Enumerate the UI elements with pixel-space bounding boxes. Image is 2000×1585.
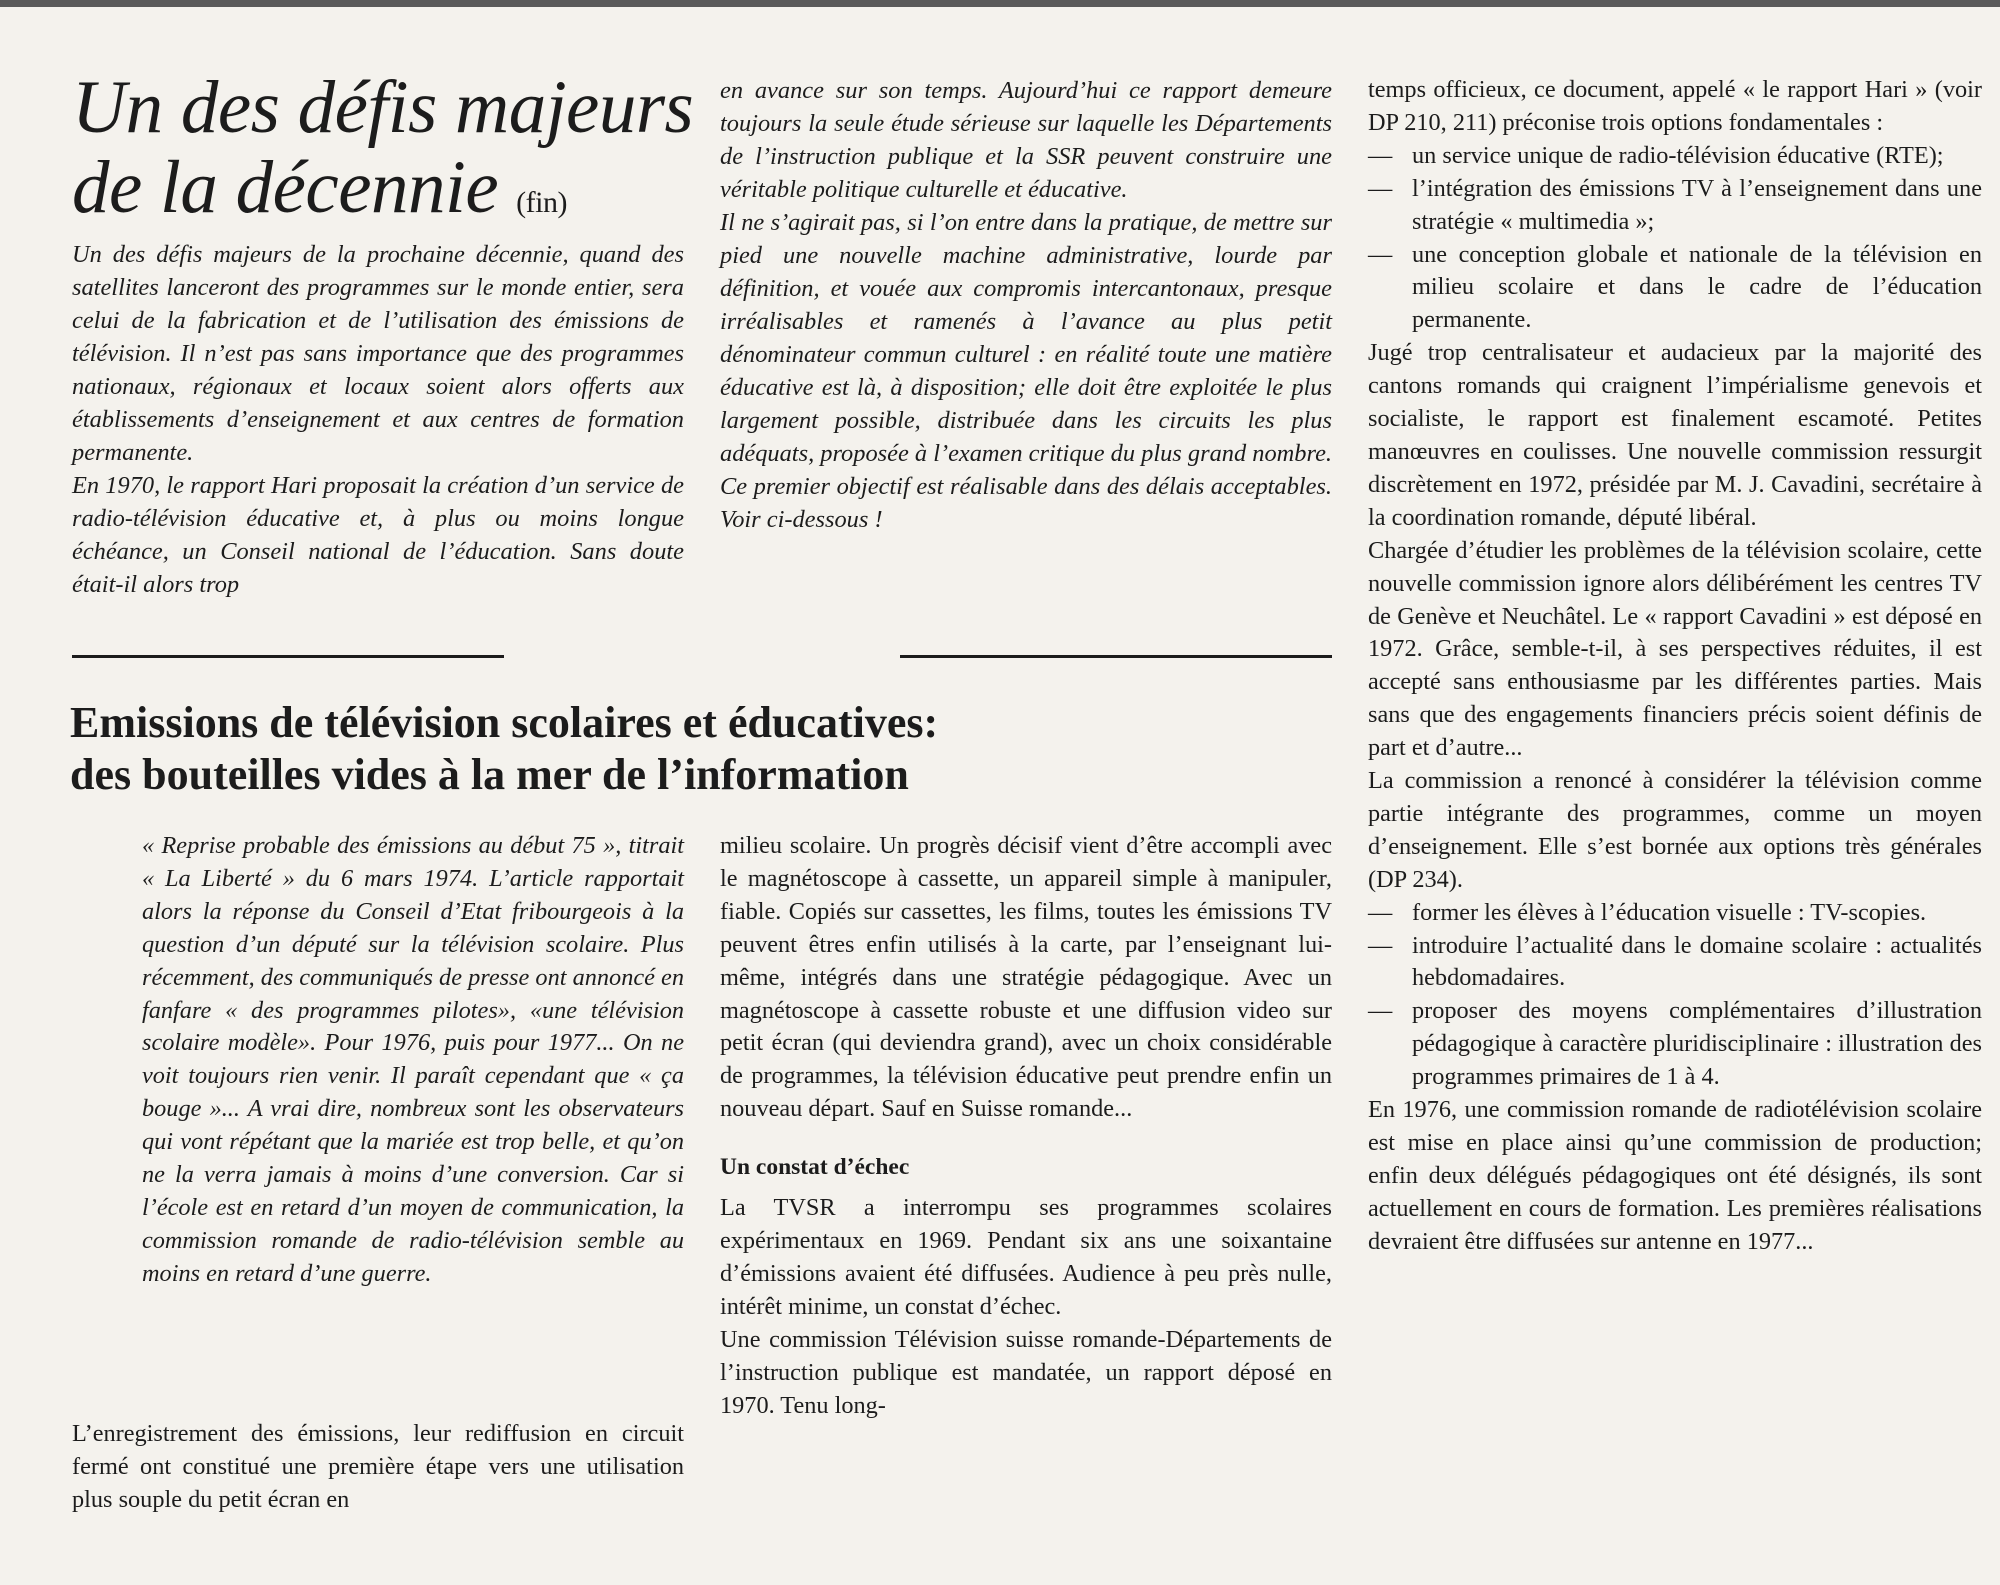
dash-marker: — bbox=[1368, 240, 1393, 268]
section-rule-right bbox=[900, 655, 1332, 658]
article-headline bbox=[70, 697, 1370, 801]
list-item-text: introduire l’actualité dans le domaine scolaire : actualités hebdomadaires. bbox=[1412, 931, 1982, 992]
dash-marker: — bbox=[1368, 141, 1393, 169]
dash-marker: — bbox=[1368, 898, 1393, 926]
title-line-1: Un des défis majeurs bbox=[72, 66, 694, 149]
body-paragraph: La commission a renoncé à considérer la télévision comme partie intégrante des programmes, comme un moyen d’enseignement. Elle s’est bornée aux options très générales (DP 234). bbox=[1368, 767, 1982, 893]
list-item bbox=[1368, 140, 1982, 173]
body-paragraph: milieu scolaire. Un progrès décisif vient d’être accompli avec le magnétoscope à cassette, un appareil simple à manipuler, fiable. Copiés sur cassettes, les films, toutes les émissions TV peuvent êtres enfin utilisés à la carte, par l’enseignant lui-même, intégrés dans une stratégie pédagogique. Avec un magnétoscope à cassette robuste et une diffusion video sur petit écran (qui deviendra grand), avec un choix considérable de programmes, la télévision éducative peut prendre enfin un nouveau départ. Sauf en Suisse romande... bbox=[720, 832, 1332, 1123]
section-subhead: Un constat d’échec bbox=[720, 1154, 910, 1181]
body-column-2 bbox=[720, 830, 1332, 1423]
body-paragraph: En 1976, une commission romande de radiotélévision scolaire est mise en place ainsi qu’une commission de production; enfin deux délégués pédagogiques ont été désignés, ils sont actuellement en cours de formation. Les premières réalisations devraient être diffusées sur antenne en 1977... bbox=[1368, 1096, 1982, 1255]
intro-column-1 bbox=[72, 238, 684, 601]
title-suffix: (fin) bbox=[516, 186, 567, 219]
dash-marker: — bbox=[1368, 174, 1393, 202]
list-item bbox=[1368, 173, 1982, 239]
list-item bbox=[1368, 897, 1982, 930]
intro-paragraph: Un des défis majeurs de la prochaine décennie, quand des satellites lanceront des programmes sur le monde entier, sera celui de la fabrication et de l’utilisation des émissions de télévision. Il n’est pas sans importance que des programmes nationaux, régionaux et locaux soient alors offerts aux établissements d’enseignement et aux centres de formation permanente. bbox=[72, 241, 684, 466]
spacer bbox=[720, 1182, 1332, 1192]
body-paragraph: Jugé trop centralisateur et audacieux par la majorité des cantons romands qui craignent l’impérialisme genevois et socialiste, le rapport est finalement escamoté. Petites manœuvres en coulisses. Une nouvelle commission ressurgit discrètement en 1972, présidée par M. J. Cavadini, secrétaire à la coordination romande, député libéral. bbox=[1368, 339, 1982, 531]
body-paragraph: La TVSR a interrompu ses programmes scolaires expérimentaux en 1969. Pendant six ans une soixantaine d’émissions avaient été diffusées. Audience à peu près nulle, intérêt minime, un constat d’échec. bbox=[720, 1194, 1332, 1320]
list-item bbox=[1368, 930, 1982, 996]
intro-paragraph: Il ne s’agirait pas, si l’on entre dans la pratique, de mettre sur pied une nouvelle machine administrative, lourde par définition, et vouée aux compromis intercantonaux, presque irréalisables et ramenés à l’avance au plus petit dénominateur commun culturel : en réalité toute une matière éducative est là, à disposition; elle doit être exploitée le plus largement possible, distribuée dans les circuits les plus adéquats, proposée à l’examen critique du plus grand nombre. Ce premier objectif est réalisable dans des délais acceptables. Voir ci-dessous ! bbox=[720, 209, 1332, 533]
scan-top-edge bbox=[0, 0, 2000, 7]
intro-paragraph: en avance sur son temps. Aujourd’hui ce rapport demeure toujours la seule étude sérieuse sur laquelle les Départements de l’instruction publique et la SSR peuvent construire une véritable politique culturelle et éducative. bbox=[720, 77, 1332, 203]
body-column-3 bbox=[1368, 74, 1982, 1259]
article-lede: « Reprise probable des émissions au début 75 », titrait « La Liberté » du 6 mars 1974. L’article rapportait alors la réponse du Conseil d’Etat fribourgeois à la question d’un député sur la télévision scolaire. Plus récemment, des communiqués de presse ont annoncé en fanfare « des programmes pilotes», «une télévision scolaire modèle». Pour 1976, puis pour 1977... On ne voit toujours rien venir. Il paraît cependant que « ça bouge »... A vrai dire, nombreux sont les observateurs qui vont répétant que la mariée est trop belle, et qu’on ne la verra jamais à moins d’une conversion. Car si l’école est en retard d’un moyen de communication, la commission romande de radio-télévision semble au moins en retard d’une guerre. bbox=[142, 832, 684, 1287]
title-line-2: de la décennie bbox=[72, 146, 499, 229]
body-column-1: L’enregistrement des émissions, leur rediffusion en circuit fermé ont constitué une première étape vers une utilisation plus souple du petit écran en bbox=[72, 1420, 684, 1513]
dash-marker: — bbox=[1368, 931, 1393, 959]
list-item bbox=[1368, 995, 1982, 1094]
body-paragraph: temps officieux, ce document, appelé « le rapport Hari » (voir DP 210, 211) préconise trois options fondamentales : bbox=[1368, 76, 1982, 136]
spacer bbox=[720, 1126, 1332, 1152]
section-rule-left bbox=[72, 655, 504, 658]
article-title bbox=[72, 68, 712, 243]
body-paragraph: Chargée d’étudier les problèmes de la télévision scolaire, cette nouvelle commission ignore alors délibérément les centres TV de Genève et Neuchâtel. Le « rapport Cavadini » est déposé en 1972. Grâce, semble-t-il, à ses perspectives réduites, il est accepté sans enthousiasme par les différentes parties. Mais sans que des engagements financiers précis soient définis de part et d’autre... bbox=[1368, 536, 1982, 762]
list-item-text: un service unique de radio-télévision éducative (RTE); bbox=[1412, 141, 1944, 169]
intro-paragraph: En 1970, le rapport Hari proposait la création d’un service de radio-télévision éducative et, à plus ou moins longue échéance, un Conseil national de l’éducation. Sans doute était-il alors trop bbox=[72, 472, 684, 598]
list-item bbox=[1368, 239, 1982, 338]
body-paragraph: Une commission Télévision suisse romande-Départements de l’instruction publique est mandatée, un rapport déposé en 1970. Tenu long- bbox=[720, 1325, 1332, 1419]
list-item-text: l’intégration des émissions TV à l’enseignement dans une stratégie « multimedia »; bbox=[1412, 174, 1982, 235]
list-item-text: une conception globale et nationale de la télévision en milieu scolaire et dans le cadre de l’éducation permanente. bbox=[1412, 240, 1982, 334]
intro-column-2 bbox=[720, 74, 1332, 536]
list-item-text: proposer des moyens complémentaires d’illustration pédagogique à caractère pluridisciplinaire : illustration des programmes primaires de 1 à 4. bbox=[1412, 997, 1982, 1091]
headline-line-1: Emissions de télévision scolaires et éducatives: bbox=[70, 698, 939, 747]
headline-line-2: des bouteilles vides à la mer de l’information bbox=[70, 750, 909, 799]
list-item-text: former les élèves à l’éducation visuelle : TV-scopies. bbox=[1412, 898, 1927, 926]
dash-marker: — bbox=[1368, 997, 1393, 1025]
